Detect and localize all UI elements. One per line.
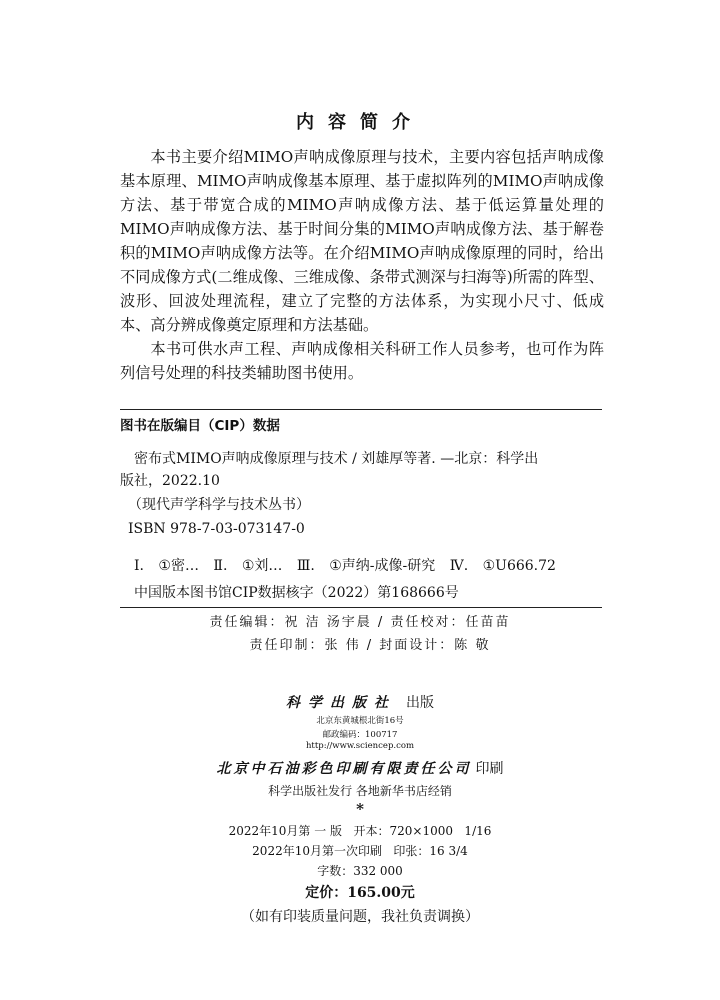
separator-star: * (356, 800, 364, 818)
abstract-paragraph-2: 本书可供水声工程、声呐成像相关科研工作人员参考，也可作为阵列信号处理的科技类辅助图书使用。 (120, 340, 604, 382)
cip-heading: 图书在版编目（CIP）数据 (120, 418, 280, 434)
word-count: 字数：332 000 (317, 864, 403, 878)
editor-credits: 责任编辑：祝 洁 汤宇晨 / 责任校对：任苗苗 (209, 615, 511, 630)
printer-line (0, 758, 720, 778)
cip-series: （现代声学科学与技术丛书） (128, 497, 310, 513)
publisher-postcode: 邮政编码：100717 (322, 730, 398, 740)
price: 定价：165.00元 (305, 885, 415, 901)
publisher-url: http://www.sciencep.com (305, 741, 415, 751)
printer-suffix: 印刷 (475, 761, 504, 777)
cip-bibliographic-line-1: 密布式MIMO声呐成像原理与技术 / 刘雄厚等著. —北京：科学出 (134, 451, 539, 467)
edition-line-2: 2022年10月第一次印刷 印张：16 3/4 (252, 844, 468, 858)
cip-data-block (120, 409, 602, 608)
quality-notice: （如有印装质量问题，我社负责调换） (241, 909, 479, 925)
abstract-body (120, 145, 604, 385)
publisher-line (0, 692, 720, 712)
cip-record-number: 中国版本图书馆CIP数据核字（2022）第168666号 (134, 585, 459, 601)
printer-logotype: 北京中石油彩色印刷有限责任公司 (216, 761, 472, 777)
publisher-address: 北京东黄城根北街16号 (316, 716, 404, 726)
abstract-title: 内容简介 (296, 112, 424, 133)
cip-bibliographic-line-2: 版社，2022.10 (120, 473, 220, 489)
production-credits: 责任印制：张 伟 / 封面设计：陈 敬 (249, 638, 491, 653)
cip-isbn: ISBN 978-7-03-073147-0 (128, 521, 305, 537)
cip-classification: Ⅰ. ①密… Ⅱ. ①刘… Ⅲ. ①声纳-成像-研究 Ⅳ. ①U666.72 (134, 558, 556, 574)
publisher-logotype: 科学出版社 (286, 695, 396, 711)
distribution-line: 科学出版社发行 各地新华书店经销 (268, 784, 452, 798)
edition-line-1: 2022年10月第 一 版 开本：720×1000 1/16 (228, 824, 492, 838)
abstract-paragraph-1: 本书主要介绍MIMO声呐成像原理与技术，主要内容包括声呐成像基本原理、MIMO声呐成像基本原理、基于虚拟阵列的MIMO声呐成像方法、基于带宽合成的MIMO声呐成像方法、基于低运算量处理的MIMO声呐成像方法、基于时间分集的MIMO声呐成像方法、基于解卷积的MIMO声呐成像方法等。在介绍MIMO声呐成像原理的同时，给出不同成像方式(二维成像、三维成像、条带式测深与扫海等)所需的阵型、波形、回波处理流程，建立了完整的方法体系，为实现小尺寸、低成本、高分辨成像奠定原理和方法基础。 (120, 148, 604, 334)
publisher-suffix: 出版 (406, 695, 434, 711)
